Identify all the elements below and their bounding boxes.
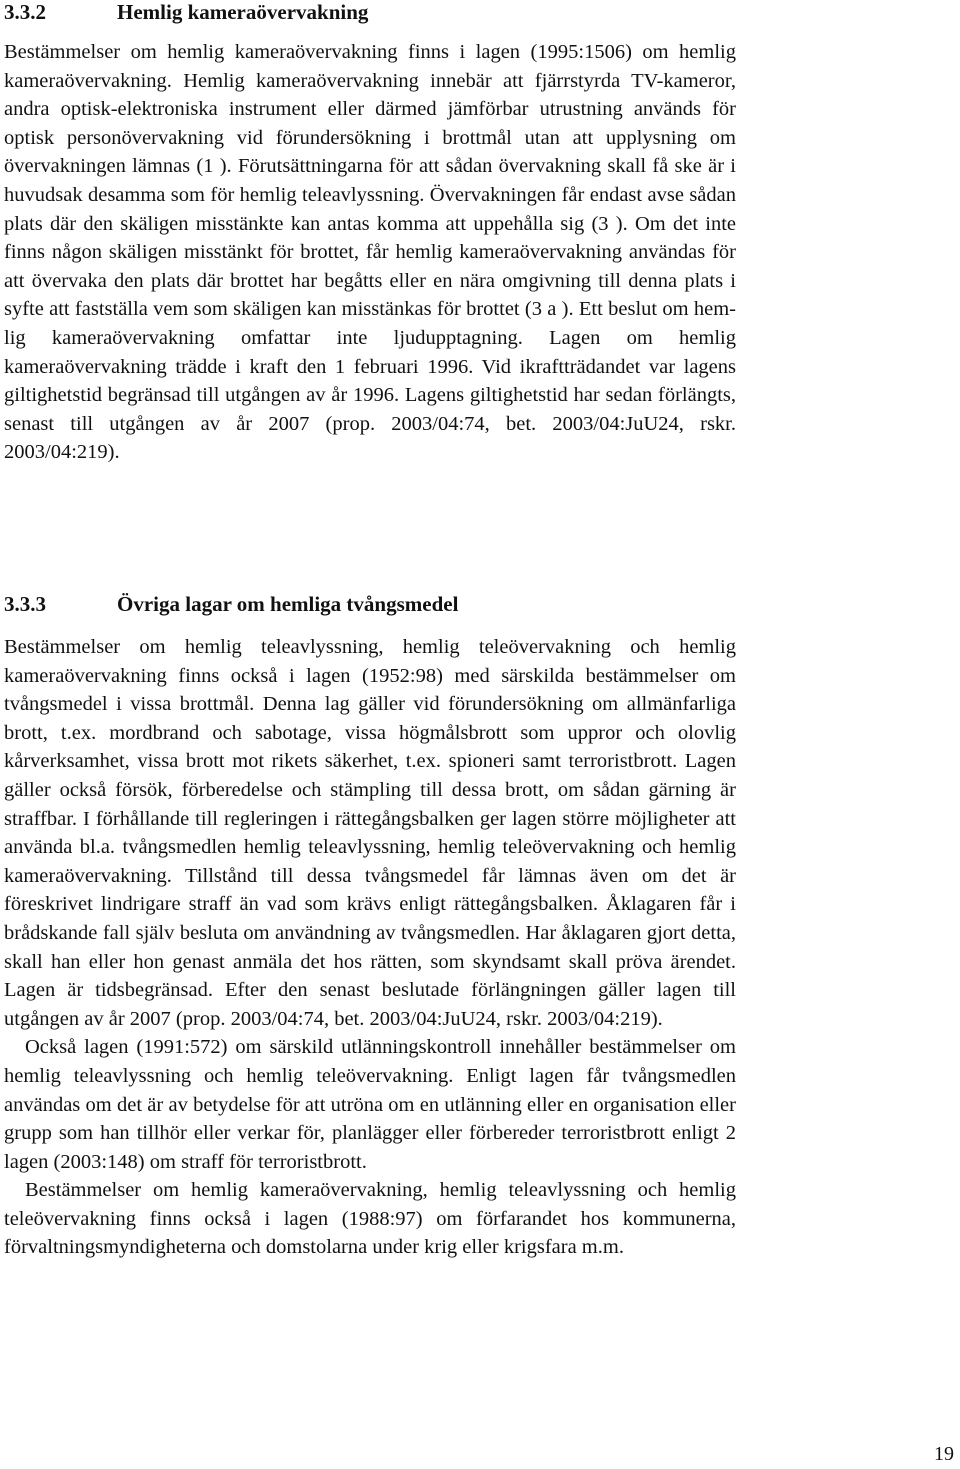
section-body-3-3-3 <box>4 633 736 1262</box>
body-paragraph: Också lagen (1991:572) om särskild utlänningskontroll innehåller bestämmelser om hemlig teleavlyssning och hemlig teleövervakning. Enligt lagen får tvångsmedlen användas om det är av betydelse för att utröna om en utlänning eller en organisation eller grupp som han tillhör eller verkar för, planlägger eller förbereder terroristbrott enligt 2 lagen (2003:148) om straff för terroristbrott. <box>4 1036 736 1173</box>
section-heading-3-3-3 <box>4 592 458 616</box>
section-number: 3.3.3 <box>4 592 46 616</box>
body-paragraph: Bestämmelser om hemlig kameraövervakning finns i lagen (1995:1506) om hemlig kameraövervakning. Hemlig kameraövervakning innebär att fjärrstyrda TV-kameror, andra optisk-elektroniska instrument eller därmed jämförbar utrustning används för optisk personövervakning vid förundersökning i brottmål utan att upplysning om övervakningen lämnas (1 ). Förutsättningarna för att sådan övervakning skall få ske är i huvudsak desamma som för hemlig teleavlyssning. Övervakningen får endast avse sådan plats där den skäligen misstänkte kan antas komma att uppehålla sig (3 ). Om det inte finns någon skäligen misstänkt för brottet, får hemlig kameraövervakning användas för att övervaka den plats där brottet har begåtts eller en nära omgivning till denna plats i syfte att fastställa vem som skäligen kan misstänkas för brottet (3 a ). Ett beslut om hemlig kameraövervakning omfattar inte ljudupptagning. Lagen om hemlig kameraövervakning trädde i kraft den 1 februari 1996. Vid ikraftträdandet var lagens giltighetstid begränsad till utgången av år 1996. Lagens giltighetstid har sedan förlängts, senast till utgången av år 2007 (prop. 2003/04:74, bet. 2003/04:JuU24, rskr. 2003/04:219). <box>4 41 736 464</box>
section-title: Hemlig kameraövervakning <box>117 0 369 24</box>
body-paragraph: Bestämmelser om hemlig teleavlyssning, hemlig teleövervakning och hemlig kameraövervakning finns också i lagen (1952:98) med särskilda bestämmelser om tvångsmedel i vissa brottmål. Denna lag gäller vid förundersökning om allmänfarliga brott, t.ex. mordbrand och sabotage, vissa högmålsbrott som uppror och olovlig kårverksamhet, vissa brott mot rikets säkerhet, t.ex. spioneri samt terroristbrott. Lagen gäller också försök, förberedelse och stämpling till dessa brott, om sådan gärning är straffbar. I förhållande till regleringen i rättegångsbalken ger lagen större möjligheter att använda bl.a. tvångsmedlen hemlig teleavlyssning, hemlig teleövervakning och hemlig kameraövervakning. Tillstånd till dessa tvångsmedel får lämnas även om det är föreskrivet lindrigare straff än vad som krävs enligt rättegångsbalken. Åklagaren får i brådskande fall själv besluta om användning av tvångsmedlen. Har åklagaren gjort detta, skall han eller hon genast anmäla det hos rätten, som skyndsamt skall pröva ärendet. Lagen är tidsbegränsad. Efter den senast beslutade förlängningen gäller lagen till utgången av år 2007 (prop. 2003/04:74, bet. 2003/04:JuU24, rskr. 2003/04:219). <box>4 636 736 1030</box>
section-heading-3-3-2 <box>4 0 368 24</box>
body-paragraph: Bestämmelser om hemlig kameraövervakning, hemlig teleavlyssning och hemlig teleövervakning finns också i lagen (1988:97) om förfarandet hos kommunerna, förvaltningsmyndigheterna och domstolarna under krig eller krigsfara m.m. <box>4 1179 736 1259</box>
section-body-3-3-2 <box>4 38 736 467</box>
page-number: 19 <box>934 1443 954 1465</box>
section-number: 3.3.2 <box>4 0 46 24</box>
section-title: Övriga lagar om hemliga tvångsmedel <box>117 592 459 616</box>
